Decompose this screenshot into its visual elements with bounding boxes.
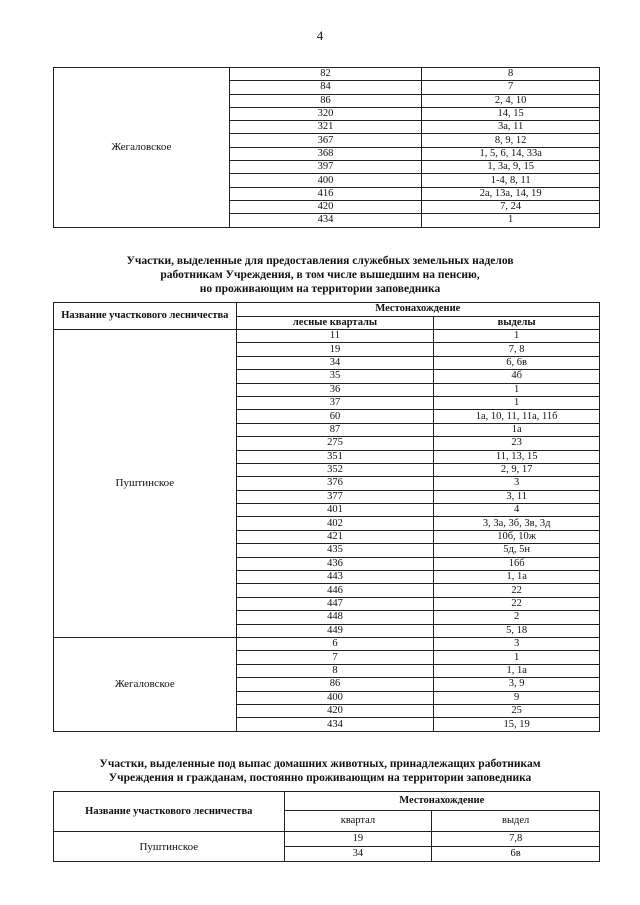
section-cell: 9: [434, 691, 600, 704]
header-forestry-name: Название участкового лесничества: [54, 303, 237, 330]
section-cell: 1а, 10, 11, 11а, 11б: [434, 410, 600, 423]
section-cell: 5, 18: [434, 624, 600, 637]
quarter-cell: 434: [229, 214, 422, 227]
section-cell: 1: [434, 383, 600, 396]
section-cell: 5д, 5н: [434, 544, 600, 557]
section-cell: 1, 1а: [434, 571, 600, 584]
section-cell: 3а, 11: [422, 121, 600, 134]
section-cell: 1: [422, 214, 600, 227]
section-cell: 1, 3а, 9, 15: [422, 161, 600, 174]
section-cell: 1-4, 8, 11: [422, 174, 600, 187]
quarter-cell: 447: [236, 597, 434, 610]
section-cell: 15, 19: [434, 718, 600, 731]
quarter-cell: 368: [229, 147, 422, 160]
quarter-cell: 35: [236, 370, 434, 383]
quarter-cell: 34: [236, 356, 434, 369]
quarter-cell: 19: [236, 343, 434, 356]
table-grazing-areas: [53, 791, 600, 862]
header-section: выдел: [432, 811, 600, 832]
quarter-cell: 86: [236, 678, 434, 691]
section-cell: 8, 9, 12: [422, 134, 600, 147]
quarter-cell: 377: [236, 490, 434, 503]
section-cell: 4: [434, 504, 600, 517]
quarter-cell: 446: [236, 584, 434, 597]
section-cell: 1: [434, 396, 600, 409]
header-location: Местонахождение: [284, 792, 599, 811]
forestry-name-cell: Пуштинское: [54, 330, 237, 638]
quarter-cell: 376: [236, 477, 434, 490]
quarter-cell: 86: [229, 94, 422, 107]
section-cell: 3: [434, 637, 600, 650]
section-cell: 22: [434, 584, 600, 597]
section-cell: 8: [422, 68, 600, 81]
section-cell: 6, 6в: [434, 356, 600, 369]
section-cell: 1, 1а: [434, 664, 600, 677]
section-cell: 2а, 13а, 14, 19: [422, 187, 600, 200]
quarter-cell: 8: [236, 664, 434, 677]
heading-line: работникам Учреждения, в том числе вышедшим на пенсию,: [160, 269, 480, 281]
heading-line: но проживающим на территории заповедника: [199, 283, 441, 295]
forestry-name-cell: Пуштинское: [54, 832, 285, 862]
heading-line: Участки, выделенные для предоставления служебных земельных наделов: [126, 255, 514, 267]
quarter-cell: 436: [236, 557, 434, 570]
section-cell: 23: [434, 437, 600, 450]
quarter-cell: 87: [236, 423, 434, 436]
table3-body: [54, 832, 600, 862]
quarter-cell: 320: [229, 107, 422, 120]
quarter-cell: 400: [229, 174, 422, 187]
header-sections: выделы: [434, 316, 600, 330]
quarter-cell: 60: [236, 410, 434, 423]
quarter-cell: 421: [236, 530, 434, 543]
section-cell: 2, 4, 10: [422, 94, 600, 107]
quarter-cell: 321: [229, 121, 422, 134]
forestry-name-cell: Жегаловское: [54, 637, 237, 731]
quarter-cell: 443: [236, 571, 434, 584]
section-heading-land-allotments: [0, 254, 640, 296]
quarter-cell: 448: [236, 611, 434, 624]
section-cell: 3: [434, 477, 600, 490]
heading-line: Участки, выделенные под выпас домашних животных, принадлежащих работникам: [99, 758, 541, 770]
table-row: [54, 832, 600, 847]
section-cell: 1а: [434, 423, 600, 436]
section-cell: 7,8: [432, 832, 600, 847]
header-quarter: квартал: [284, 811, 432, 832]
section-cell: 1: [434, 651, 600, 664]
section-cell: 1, 5, 6, 14, 33а: [422, 147, 600, 160]
section-cell: 2: [434, 611, 600, 624]
quarter-cell: 449: [236, 624, 434, 637]
section-cell: 2, 9, 17: [434, 463, 600, 476]
section-cell: 14, 15: [422, 107, 600, 120]
section-cell: 3, 9: [434, 678, 600, 691]
quarter-cell: 435: [236, 544, 434, 557]
section-cell: 4б: [434, 370, 600, 383]
quarter-cell: 402: [236, 517, 434, 530]
heading-line: Учреждения и гражданам, постоянно проживающим на территории заповедника: [108, 772, 532, 784]
header-forestry-name: Название участкового лесничества: [54, 792, 285, 832]
table-row: [54, 68, 600, 81]
section-cell: 25: [434, 704, 600, 717]
quarter-cell: 416: [229, 187, 422, 200]
section-heading-grazing: [0, 757, 640, 785]
quarter-cell: 400: [236, 691, 434, 704]
quarter-cell: 84: [229, 81, 422, 94]
quarter-cell: 420: [236, 704, 434, 717]
table2-body: [54, 330, 600, 732]
quarter-cell: 351: [236, 450, 434, 463]
quarter-cell: 367: [229, 134, 422, 147]
table1-body: [54, 68, 600, 228]
table-zhegalovskoe-continued: [53, 67, 600, 228]
section-cell: 16б: [434, 557, 600, 570]
quarter-cell: 36: [236, 383, 434, 396]
quarter-cell: 34: [284, 847, 432, 862]
quarter-cell: 397: [229, 161, 422, 174]
header-location: Местонахождение: [236, 303, 599, 317]
quarter-cell: 420: [229, 200, 422, 213]
forestry-name-cell: Жегаловское: [54, 68, 230, 228]
quarter-cell: 6: [236, 637, 434, 650]
quarter-cell: 275: [236, 437, 434, 450]
section-cell: 7, 8: [434, 343, 600, 356]
table-row: [54, 330, 600, 343]
section-cell: 11, 13, 15: [434, 450, 600, 463]
section-cell: 7, 24: [422, 200, 600, 213]
quarter-cell: 82: [229, 68, 422, 81]
quarter-cell: 19: [284, 832, 432, 847]
quarter-cell: 401: [236, 504, 434, 517]
section-cell: 3, 11: [434, 490, 600, 503]
quarter-cell: 37: [236, 396, 434, 409]
section-cell: 10б, 10ж: [434, 530, 600, 543]
section-cell: 6в: [432, 847, 600, 862]
quarter-cell: 352: [236, 463, 434, 476]
section-cell: 1: [434, 330, 600, 343]
section-cell: 7: [422, 81, 600, 94]
quarter-cell: 11: [236, 330, 434, 343]
quarter-cell: 7: [236, 651, 434, 664]
header-forest-quarters: лесные кварталы: [236, 316, 434, 330]
table-row: [54, 637, 600, 650]
quarter-cell: 434: [236, 718, 434, 731]
table-land-allotments: [53, 302, 600, 732]
section-cell: 22: [434, 597, 600, 610]
section-cell: 3, 3а, 3б, 3в, 3д: [434, 517, 600, 530]
page-number: 4: [316, 28, 324, 43]
